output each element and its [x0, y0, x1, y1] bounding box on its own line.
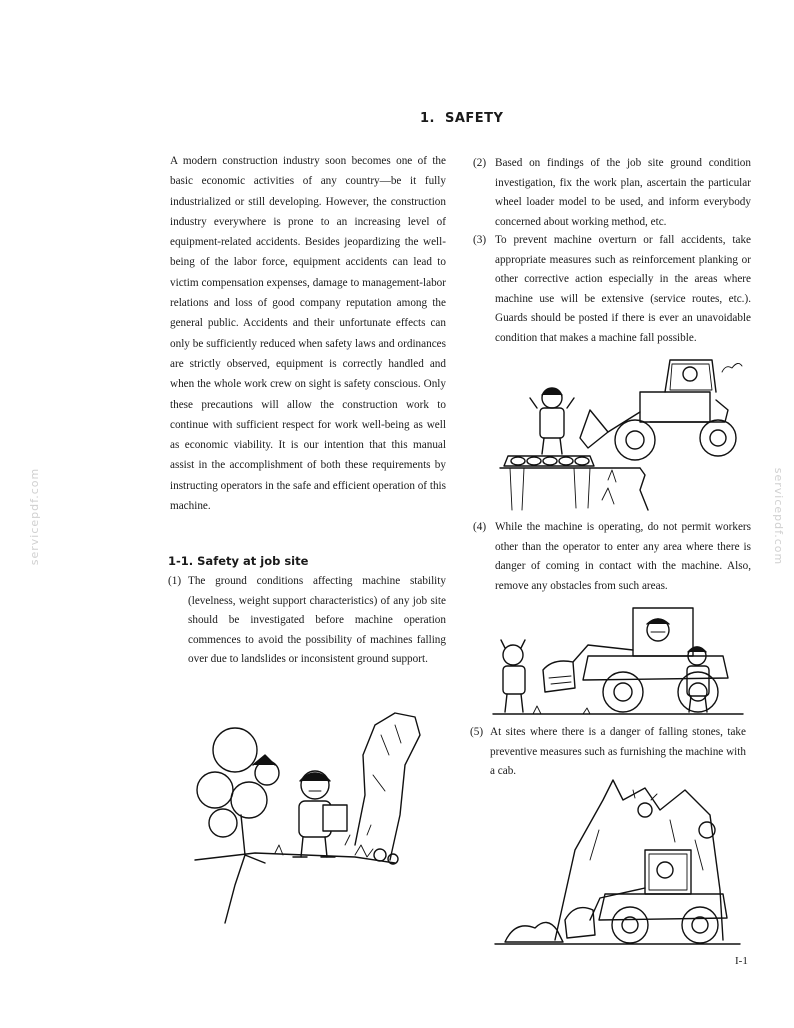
page-title	[420, 111, 503, 126]
item-text: To prevent machine overturn or fall accidents, take appropriate measures such as reinforcement planking or other corrective action especially in the areas where machine use will be extensive (service routes, etc.). Guards should be posted if there is ever an unavoidable condition that makes a machine fall possible.	[495, 234, 751, 344]
page-number: I-1	[735, 955, 748, 967]
watermark-right: servicepdf.com	[772, 467, 786, 566]
item-text: Based on findings of the job site ground condition investigation, fix the work plan, ascertain the particular wheel loader model to be used, and inform everybody concerned about working method, etc.	[495, 157, 751, 228]
item-marker: (4)	[473, 521, 487, 533]
watermark-left: servicepdf.com	[28, 467, 42, 566]
item-marker: (5)	[470, 726, 484, 738]
falling-stones-cab-illustration	[495, 770, 745, 950]
item-marker: (3)	[473, 234, 487, 246]
item-text: While the machine is operating, do not permit workers other than the operator to enter any area where there is danger of coming in contact with the machine. Also, remove any obstacles from such areas.	[495, 521, 751, 592]
section-title: SAFETY	[444, 111, 504, 126]
subsection-heading: 1-1. Safety at job site	[168, 554, 309, 568]
section-number: 1.	[420, 111, 435, 126]
guard-with-loader-illustration	[490, 350, 760, 515]
item-marker: (2)	[473, 157, 487, 169]
item-text: The ground conditions affecting machine stability (levelness, weight support characteristics) of any job site should be investigated before machine operation commences to avoid the possibility of machines falling over due to landslides or inconsistent ground support.	[188, 575, 446, 665]
item-marker: (1)	[168, 575, 182, 587]
intro-paragraph: A modern construction industry soon becomes one of the basic economic activities of any country—be it fully industrialized or still developing. However, the construction industry everywhere is prone to an increasing level of equipment-related accidents. Besides jeopardizing the well-being of the labor force, equipment accidents can lead to victim compensation expenses, damage to management-labor relations and loss of good company reputation among the general public. Accidents and their unfortunate effects can only be sufficiently reduced when safety laws and ordinances are strictly observed, equipment is correctly handled and when the whole work crew on sight is safety conscious. Only these precautions will allow the construction work to continue with sufficient respect for work well-being as well as economic viability. It is our intention that this manual assist in the accomplishment of both these requirements by instructing operators in the safe and efficient operation of this machine.	[170, 155, 446, 513]
workers-near-loader-illustration	[493, 600, 748, 720]
inspector-landslide-illustration	[195, 695, 445, 925]
item-text: At sites where there is a danger of falling stones, take preventive measures such as furnishing the machine with a cab.	[490, 726, 746, 777]
